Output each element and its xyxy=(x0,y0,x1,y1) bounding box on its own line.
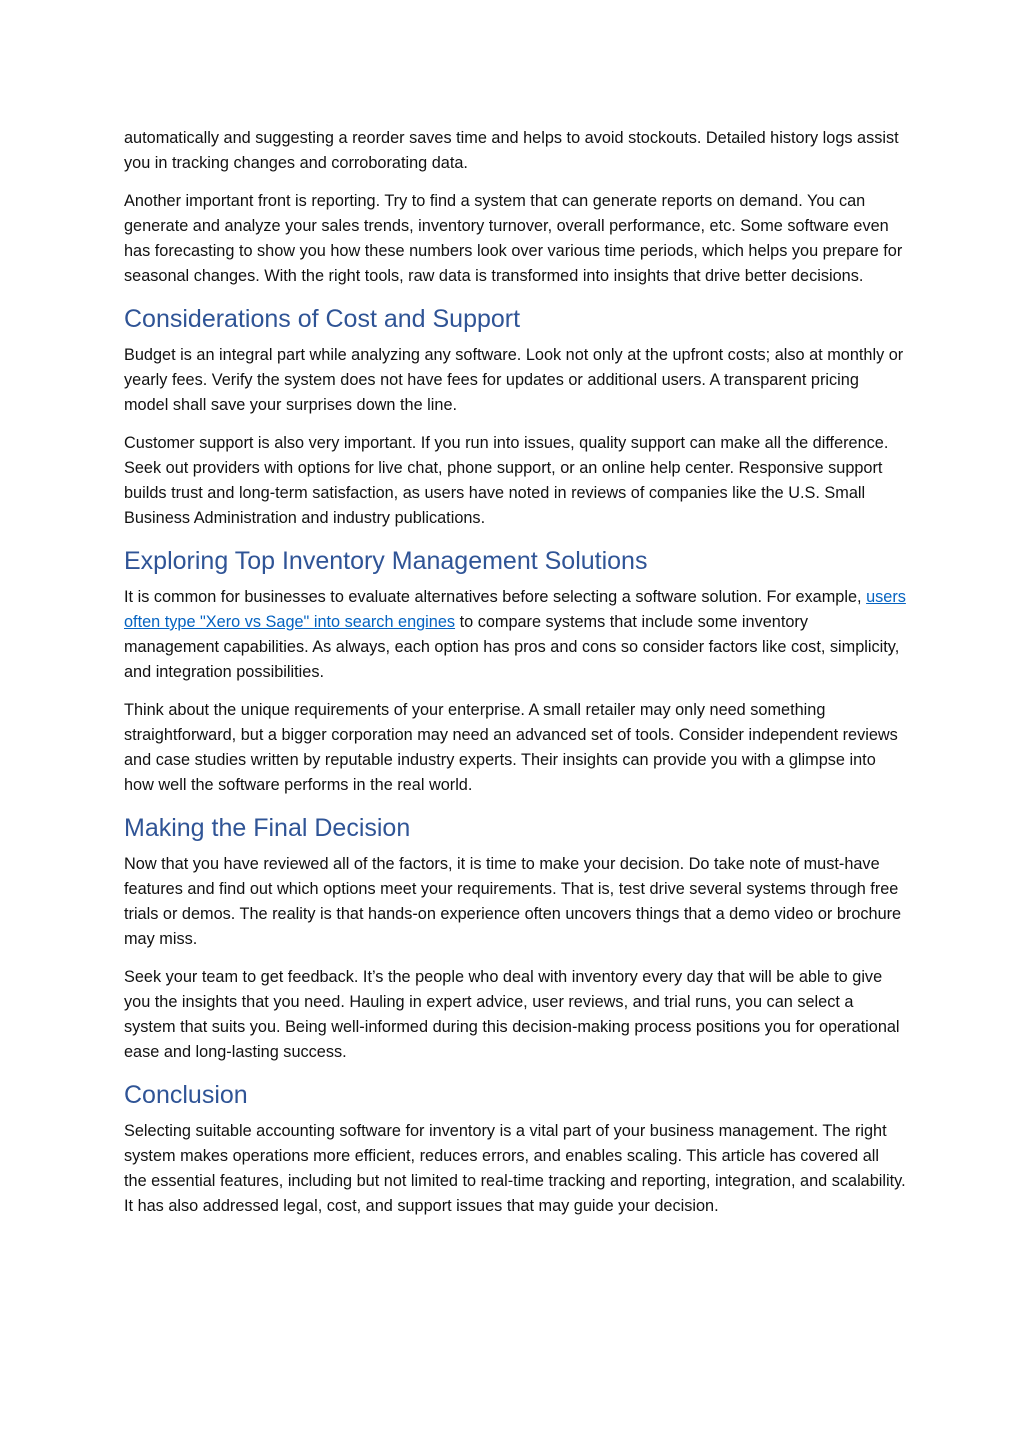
intro-paragraph-2: Another important front is reporting. Try to find a system that can generate reports on demand. You can generate and analyze your sales trends, inventory turnover, overall performance, etc. Some software even has forecasting to show you how these numbers look over various time periods, which helps you prepare for seasonal changes. With the right tools, raw data is transformed into insights that drive better decisions. xyxy=(124,192,903,285)
intro-paragraph-1: automatically and suggesting a reorder saves time and helps to avoid stockouts. Detailed history logs assist you in tracking changes and corroborating data. xyxy=(124,129,899,172)
cost-support-paragraph-2: Customer support is also very important. If you run into issues, quality support can make all the difference. Seek out providers with options for live chat, phone support, or an online help center. Responsive support builds trust and long-term satisfaction, as users have noted in reviews of companies like the U.S. Small Business Administration and industry publications. xyxy=(124,434,889,527)
final-decision-paragraph-1: Now that you have reviewed all of the factors, it is time to make your decision. Do take note of must-have features and find out which options meet your requirements. That is, test drive several systems through free trials or demos. The reality is that hands-on experience often uncovers things that a demo video or brochure may miss. xyxy=(124,855,902,948)
top-solutions-paragraph-1 xyxy=(124,585,906,685)
xero-vs-sage-link[interactable]: users often type "Xero vs Sage" into search engines xyxy=(124,588,906,631)
document-page xyxy=(124,126,906,1232)
top-solutions-paragraph-2: Think about the unique requirements of your enterprise. A small retailer may only need something straightforward, but a bigger corporation may need an advanced set of tools. Consider independent reviews and case studies written by reputable industry experts. Their insights can provide you with a glimpse into how well the software performs in the real world. xyxy=(124,701,898,794)
heading-top-solutions: Exploring Top Inventory Management Solutions xyxy=(124,547,648,575)
final-decision-paragraph-2: Seek your team to get feedback. It’s the people who deal with inventory every day that will be able to give you the insights that you need. Hauling in expert advice, user reviews, and trial runs, you can select a system that suits you. Being well-informed during this decision-making process positions you for operational ease and long-lasting success. xyxy=(124,968,900,1061)
heading-conclusion: Conclusion xyxy=(124,1081,248,1109)
conclusion-paragraph-1: Selecting suitable accounting software for inventory is a vital part of your business management. The right system makes operations more efficient, reduces errors, and enables scaling. This article has covered all the essential features, including but not limited to real-time tracking and reporting, integration, and scalability. It has also addressed legal, cost, and support issues that may guide your decision. xyxy=(124,1122,906,1215)
cost-support-paragraph-1: Budget is an integral part while analyzing any software. Look not only at the upfront costs; also at monthly or yearly fees. Verify the system does not have fees for updates or additional users. A transparent pricing model shall save your surprises down the line. xyxy=(124,346,904,414)
heading-cost-support: Considerations of Cost and Support xyxy=(124,305,521,333)
heading-final-decision: Making the Final Decision xyxy=(124,814,411,842)
text-segment: It is common for businesses to evaluate alternatives before selecting a software solution. For example, xyxy=(124,588,867,606)
text-segment: to compare systems that include some inventory management capabilities. As always, each option has pros and cons so consider factors like cost, simplicity, and integration possibilities. xyxy=(124,613,900,681)
